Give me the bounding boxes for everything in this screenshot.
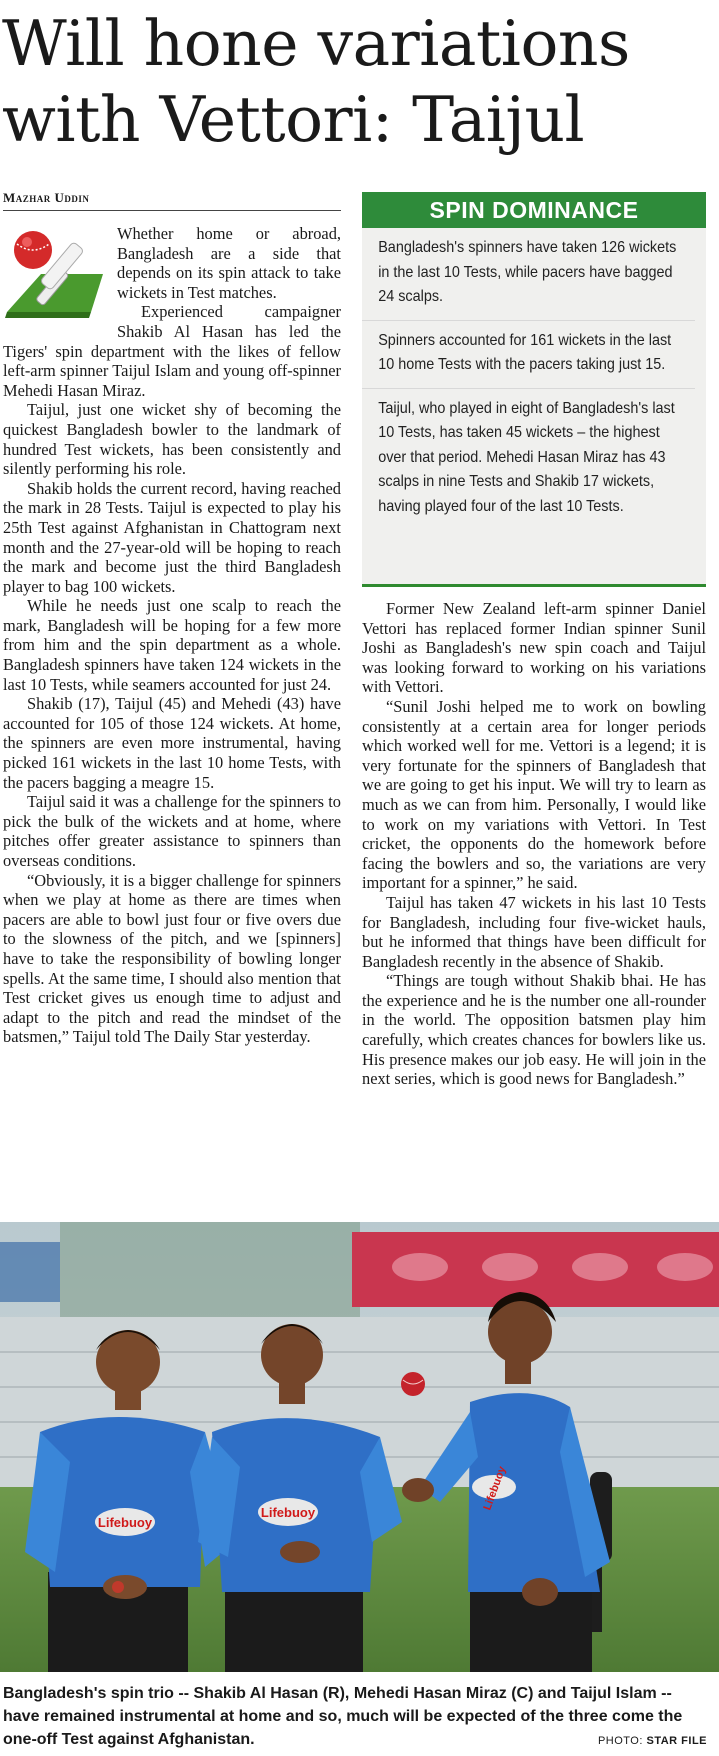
article-column-left <box>3 224 341 1047</box>
article-paragraph: Taijul has taken 47 wickets in his last 10 Tests for Bangladesh, including four five-wicket hauls, but he informed that things have been difficult for Bangladesh recently in the absence of Shakib. <box>362 892 706 971</box>
photo-credit-source: STAR FILE <box>646 1735 707 1747</box>
sidebar-fact: Spinners accounted for 161 wickets in the last 10 home Tests with the pacers taking just 15. <box>362 321 695 389</box>
spin-dominance-sidebar <box>362 192 706 587</box>
article-paragraph: Taijul said it was a challenge for the spinners to pick the bulk of the wickets and at home, where pitches offer greater assistance to spinners than overseas conditions. <box>3 792 341 870</box>
photo-credit <box>598 1735 707 1747</box>
spin-trio-photo <box>0 1222 719 1672</box>
article-paragraph: Experienced campaigner Shakib Al Hasan has led the Tigers' spin department with the likes of fellow left-arm spinner Taijul Islam and young off-spinner Mehedi Hasan Miraz. <box>3 302 341 400</box>
article-paragraph: “Obviously, it is a bigger challenge for spinners when we play at home as there are times when pacers are able to bowl just four or five overs due to the slowness of the pitch, and we [spinners] have to take the responsibility of bowling longer spells. At the same time, I should also mention that Test cricket gives us enough time to adjust and adapt to the pitch and read the mindset of the batsmen,” Taijul told The Daily Star yesterday. <box>3 870 341 1047</box>
photo-credit-label: PHOTO: <box>597 1735 643 1747</box>
jersey-logo: Lifebuoy <box>260 1505 316 1520</box>
article-column-right <box>362 599 706 1089</box>
article-paragraph: Taijul, just one wicket shy of becoming the quickest Bangladesh bowler to the landmark of hundred Test wickets, has been consistently and silently performing his role. <box>3 400 341 479</box>
cricket-logo-icon <box>3 224 111 324</box>
sidebar-title: SPIN DOMINANCE <box>362 192 706 228</box>
photo-caption: Bangladesh's spin trio -- Shakib Al Hasan (R), Mehedi Hasan Miraz (C) and Taijul Islam -- have remained instrumental at home and so, much will be expected of the three come the one-off Test against Afghanistan. <box>3 1685 683 1748</box>
sidebar-fact: Bangladesh's spinners have taken 126 wickets in the last 10 Tests, while pacers have bagged 24 scalps. <box>362 228 695 321</box>
jersey-logo: Lifebuoy <box>481 1464 509 1512</box>
headline: Will hone variations with Vettori: Taijul <box>2 7 630 156</box>
article-paragraph: “Things are tough without Shakib bhai. He has the experience and he is the number one all-rounder in the world. The opposition batsmen play him carefully, which creates chances for bowlers like us. His presence makes our job easy. He will join in the next series, which is good news for Bangladesh.” <box>362 971 706 1089</box>
sidebar-fact: Taijul, who played in eight of Bangladesh's last 10 Tests, has taken 45 wickets – the highest over that period. Mehedi Hasan Miraz has 43 scalps in nine Tests and Shakib 17 wickets, having played four of the last 10 Tests. <box>378 399 675 515</box>
article-paragraph: Shakib (17), Taijul (45) and Mehedi (43) have accounted for 105 of those 124 wickets. At home, the spinners are even more instrumental, having picked 161 wickets in the last 10 home Tests, with the pacers bagging a meagre 15. <box>3 694 341 792</box>
byline: Mazhar Uddin <box>3 190 341 211</box>
article-paragraph: Shakib holds the current record, having reached the mark in 28 Tests. Taijul is expected to play his 25th Test against Afghanistan in Chattogram next month and the 27-year-old will be hoping to reach the mark and become just the third Bangladesh player to bag 100 wickets. <box>3 478 341 596</box>
article-paragraph: “Sunil Joshi helped me to work on bowling consistently at a certain area for longer periods which worked well for me. Vettori is a legend; it is very fortunate for the spinners of Bangladesh that we are going to get his input. We will try to learn as much as we can from him. Personally, I would like to work on my variations with Vettori. In Test cricket, the opponents do the homework before facing the bowlers and so, the variations are very important for a spinner,” he said. <box>362 696 706 893</box>
article-paragraph: While he needs just one scalp to reach the mark, Bangladesh will be hoping for a few more from him and the spin department as a whole. Bangladesh spinners have taken 124 wickets in the last 10 Tests, while seamers accounted for just 24. <box>3 596 341 694</box>
article-paragraph: Former New Zealand left-arm spinner Daniel Vettori has replaced former Indian spinner Sunil Joshi as Bangladesh's new spin coach and Taijul was looking forward to working on his variations with Vettori. <box>362 599 706 697</box>
jersey-logo: Lifebuoy <box>97 1515 153 1530</box>
article-paragraph: Whether home or abroad, Bangladesh are a side that depends on its spin attack to take wickets in Test matches. <box>117 224 341 302</box>
